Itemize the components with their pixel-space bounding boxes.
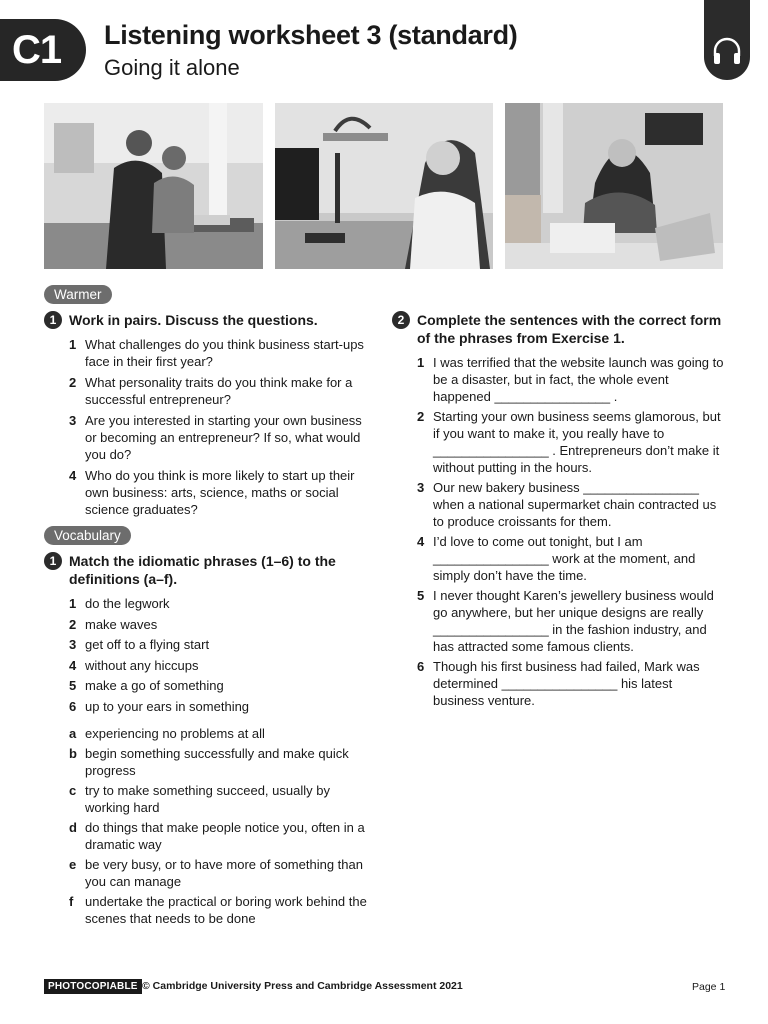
worksheet-title: Listening worksheet 3 (standard)	[104, 20, 518, 50]
list-item: b begin something successfully and make quick progress	[69, 746, 349, 778]
level-badge: C1	[0, 19, 86, 81]
list-item: d do things that make people notice you, often in a dramatic way	[69, 820, 365, 852]
exercise-number: 1	[44, 311, 62, 329]
section-label-warmer: Warmer	[44, 285, 112, 304]
list-item: 5 make a go of something	[69, 678, 224, 693]
photo-woman-at-desk	[275, 103, 493, 269]
exercise-instruction: Work in pairs. Discuss the questions.	[69, 312, 318, 328]
list-item: 3 Our new bakery business ________________ when a national supermarket chain contracted us to produce croissants for them.	[417, 480, 717, 529]
list-item: e be very busy, or to have more of something than you can manage	[69, 857, 363, 889]
list-item: f undertake the practical or boring work behind the scenes that needs to be done	[69, 894, 367, 926]
list-item: 1 What challenges do you think business start-ups face in their first year?	[69, 337, 364, 369]
headphones-icon	[711, 36, 743, 66]
photo-office-colleagues	[44, 103, 263, 269]
definition-list	[69, 725, 374, 927]
exercise-instruction: Match the idiomatic phrases (1–6) to the definitions (a–f).	[69, 553, 336, 587]
list-item: 4 without any hiccups	[69, 657, 199, 673]
list-item: c try to make something succeed, usually by working hard	[69, 783, 330, 815]
list-item: 4 I’d love to come out tonight, but I am ________________ work at the moment, and simply don’t have the time.	[417, 534, 696, 583]
photo-woman-packing-box	[505, 103, 723, 269]
list-item: 3 Are you interested in starting your own business or becoming an entrepreneur? If so, what would you do?	[69, 413, 362, 462]
exercise-number: 2	[392, 311, 410, 329]
copyright-notice: © Cambridge University Press and Cambridge Assessment 2021	[142, 980, 463, 992]
list-item: 4 Who do you think is more likely to start up their own business: arts, science, maths or social science graduates?	[69, 468, 355, 517]
worksheet-subtitle: Going it alone	[104, 55, 240, 80]
exercise-instruction: Complete the sentences with the correct form of the phrases from Exercise 1.	[417, 312, 722, 346]
list-item: 2 What personality traits do you think make for a successful entrepreneur?	[69, 375, 353, 407]
list-item: 1 do the legwork	[69, 596, 170, 611]
list-item: 5 I never thought Karen’s jewellery business would go anywhere, but her unique designs are really ________________ in the fashion industry, and has attracted some famous clients.	[417, 588, 714, 654]
photocopiable-badge: PHOTOCOPIABLE	[44, 979, 142, 994]
list-item: 6 Though his first business had failed, Mark was determined ________________ his latest business venture.	[417, 659, 700, 708]
list-item: 6 up to your ears in something	[69, 698, 250, 714]
idiom-phrase-list	[69, 594, 374, 717]
warmer-question-list	[69, 336, 374, 518]
page-number: Page 1	[692, 981, 726, 993]
list-item: a experiencing no problems at all	[69, 726, 265, 741]
list-item: 2 Starting your own business seems glamorous, but if you want to make it, you really have to ________________ . Entrepreneurs don’t make it without putting in the hours.	[417, 409, 721, 475]
sentence-completion-list	[417, 354, 725, 709]
skill-tab	[704, 0, 750, 80]
section-label-vocabulary: Vocabulary	[44, 526, 131, 545]
list-item: 1 I was terrified that the website launch was going to be a disaster, but in fact, the whole event happened ________________ .	[417, 355, 724, 404]
list-item: 3 get off to a flying start	[69, 637, 210, 652]
exercise-number: 1	[44, 552, 62, 570]
list-item: 2 make waves	[69, 616, 158, 632]
